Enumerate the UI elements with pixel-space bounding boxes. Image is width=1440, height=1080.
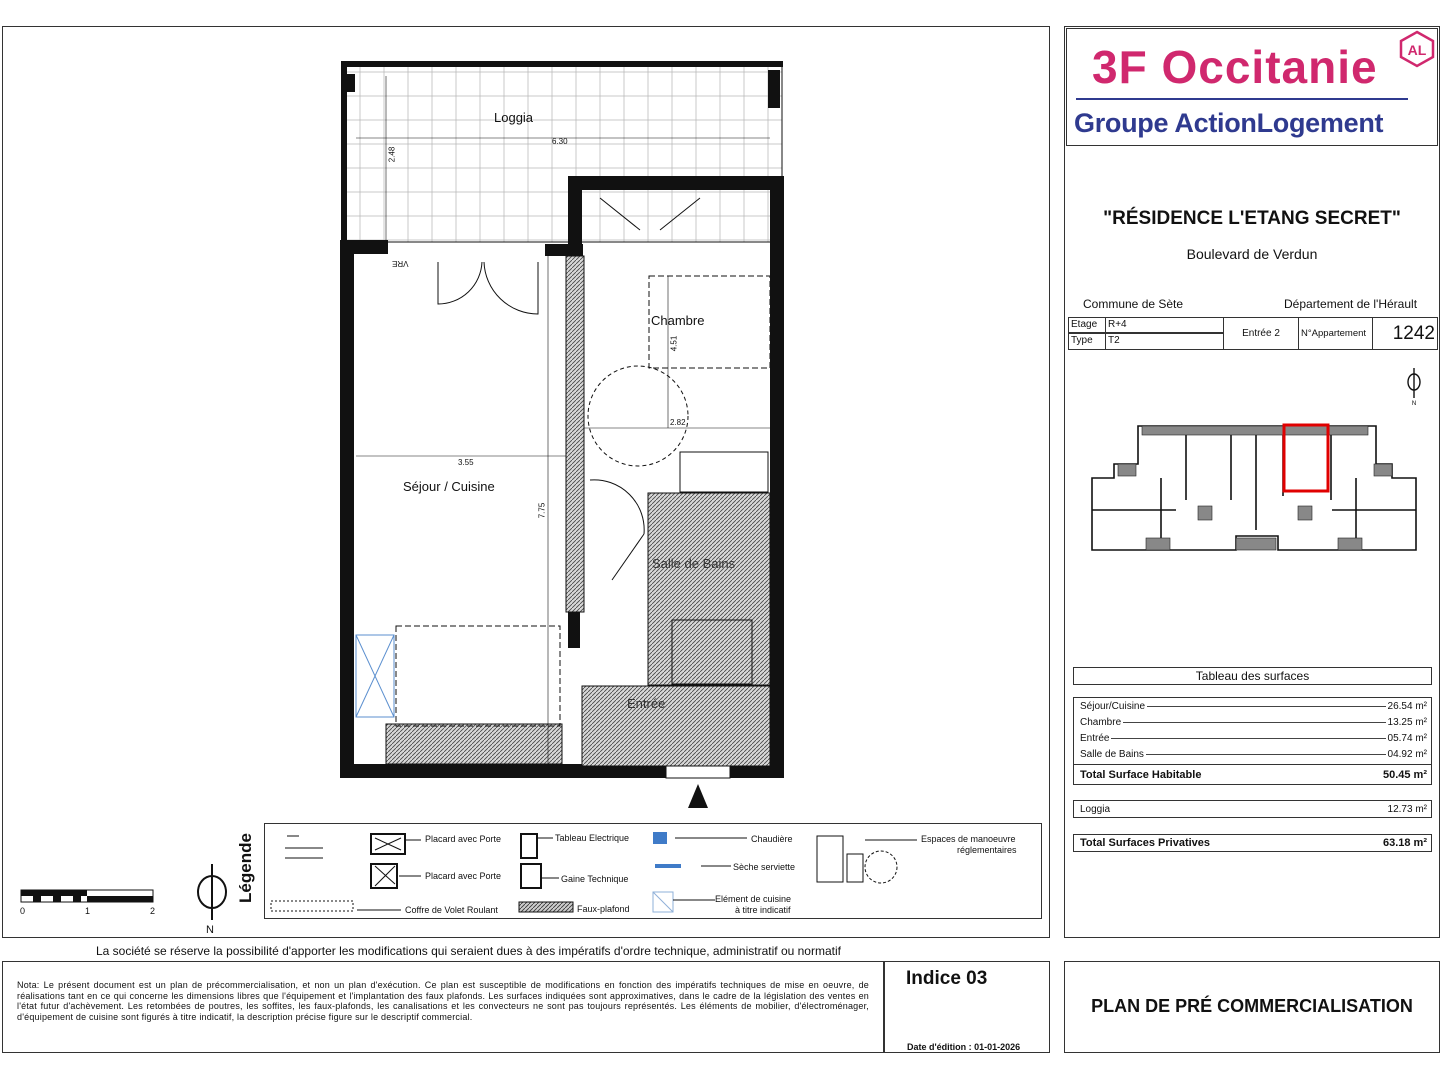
indice: Indice 03	[906, 968, 988, 989]
entree-value: Entrée 2	[1223, 317, 1299, 350]
surface-row-sdb	[1080, 747, 1427, 761]
surfaces-title: Tableau des surfaces	[1073, 667, 1432, 685]
brand-logo-group: Groupe ActionLogement	[1074, 108, 1384, 138]
surface-loggia	[1073, 800, 1432, 818]
legend-tableau: Tableau Electrique	[555, 833, 630, 843]
type-label: Type	[1068, 333, 1106, 350]
surface-label: Chambre	[1080, 716, 1122, 728]
surface-value: 13.25 m²	[1387, 716, 1427, 728]
loggia-surface-label: Loggia	[1080, 803, 1111, 815]
room-chambre: Chambre	[651, 313, 705, 328]
scale-0: 0	[20, 906, 26, 916]
total-habitable-value: 50.45 m²	[1382, 769, 1427, 781]
dim-chambre-width: 2.82	[670, 418, 686, 427]
surface-row-sejour	[1080, 699, 1427, 713]
surface-label: Séjour/Cuisine	[1080, 700, 1146, 712]
loggia-surface-value: 12.73 m²	[1387, 803, 1427, 815]
legend-chaudiere: Chaudière	[751, 834, 793, 844]
surface-value: 04.92 m²	[1387, 748, 1427, 760]
note-box	[2, 961, 884, 1053]
etage-label: Etage	[1068, 317, 1106, 333]
edition-date: Date d'édition : 01-01-2026	[907, 1042, 1021, 1052]
legend-seche: Sèche serviette	[733, 862, 796, 872]
room-entree: Entrée	[627, 696, 666, 711]
legend-element-2: à titre indicatif	[735, 905, 791, 915]
room-sejour: Séjour / Cuisine	[403, 479, 495, 494]
surface-label: Salle de Bains	[1080, 748, 1144, 760]
type-value: T2	[1105, 333, 1224, 350]
legend-faux: Faux-plafond	[577, 904, 630, 914]
scale-bar	[18, 888, 158, 904]
note-text: Nota: Le présent document est un plan de précommercialisation, et non un plan d'exécution. Ce plan est susceptible de modifications en fonction des impératifs techniques de mise en oeuvre, de réalisations tant en ce qui concerne les dimensions libres que l'équipement et l'implantation des faux plafonds. Les surfaces indiquées sont approximatives, dans le cadre de la législation des ventes en l'état futur d'achèvement. Les retombées de poutres, les soffites, les faux-plafonds, les canalisations et les convecteurs ne sont pas toujours représentés. Les éléments de mobilier, d'électroménager, d'équipement de cuisine sont figurés à titre indicatif, la description précise figure sur le descriptif commercial.	[17, 980, 869, 1022]
svg-text:N: N	[1411, 401, 1417, 406]
legend-placard-1: Placard avec Porte	[425, 834, 502, 844]
key-plan-map	[1086, 420, 1422, 556]
vre-label: VRE	[392, 259, 409, 268]
dim-sejour-height: 7.75	[537, 502, 547, 519]
legend-box	[264, 823, 1042, 919]
dim-chambre-height: 4.51	[669, 335, 679, 352]
departement: Département de l'Hérault	[1284, 297, 1418, 311]
surface-total-privatives	[1073, 834, 1432, 852]
surface-total-habitable	[1080, 768, 1427, 782]
legend-coffre: Coffre de Volet Roulant	[405, 905, 498, 915]
room-loggia: Loggia	[494, 110, 534, 125]
legend-placard-2: Placard avec Porte	[425, 871, 502, 881]
legend-title: Légende	[236, 833, 255, 903]
commune: Commune de Sète	[1083, 297, 1184, 311]
dim-loggia-height: 2.48	[387, 146, 397, 163]
surface-value: 26.54 m²	[1387, 700, 1427, 712]
legend-gaine: Gaine Technique	[561, 874, 629, 884]
surface-row-entree	[1080, 731, 1427, 745]
numero-label: N°Appartement	[1298, 317, 1373, 350]
legend-espaces-2: réglementaires	[957, 845, 1017, 855]
total-privatives-label: Total Surfaces Privatives	[1080, 837, 1211, 849]
surface-label: Entrée	[1080, 732, 1110, 744]
logo-divider	[1076, 98, 1408, 100]
disclaimer: La société se réserve la possibilité d'apporter les modifications qui seraient dues à des impératifs d'ordre technique, administratif ou normatif	[96, 944, 841, 958]
scale-2: 2	[150, 906, 156, 916]
surfaces-table	[1073, 697, 1432, 785]
numero-value: 1242	[1372, 317, 1438, 350]
total-habitable-label: Total Surface Habitable	[1080, 769, 1202, 781]
surface-value: 05.74 m²	[1387, 732, 1427, 744]
floor-plan-drawing	[330, 55, 800, 815]
room-sdb: Salle de Bains	[652, 556, 736, 571]
north-label: N	[206, 924, 214, 936]
brand-logo-badge-icon	[1398, 30, 1436, 68]
etage-value: R+4	[1105, 317, 1224, 333]
dim-sejour-width: 3.55	[458, 458, 474, 467]
north-arrow-icon	[194, 862, 230, 922]
north-arrow-small-icon	[1404, 366, 1424, 406]
svg-text:AL: AL	[1407, 42, 1427, 58]
dim-loggia-width: 6.30	[552, 137, 568, 146]
legend-espaces-1: Espaces de manoeuvre	[921, 834, 1016, 844]
residence-name: "RÉSIDENCE L'ETANG SECRET"	[1103, 208, 1401, 229]
surface-row-chambre	[1080, 715, 1427, 729]
legend-element-1: Elément de cuisine	[715, 894, 792, 904]
total-privatives-value: 63.18 m²	[1382, 837, 1427, 849]
residence-address: Boulevard de Verdun	[1186, 246, 1318, 262]
brand-logo-main: 3F Occitanie	[1092, 41, 1378, 93]
plan-label: PLAN DE PRÉ COMMERCIALISATION	[1091, 996, 1413, 1016]
scale-1: 1	[85, 906, 91, 916]
